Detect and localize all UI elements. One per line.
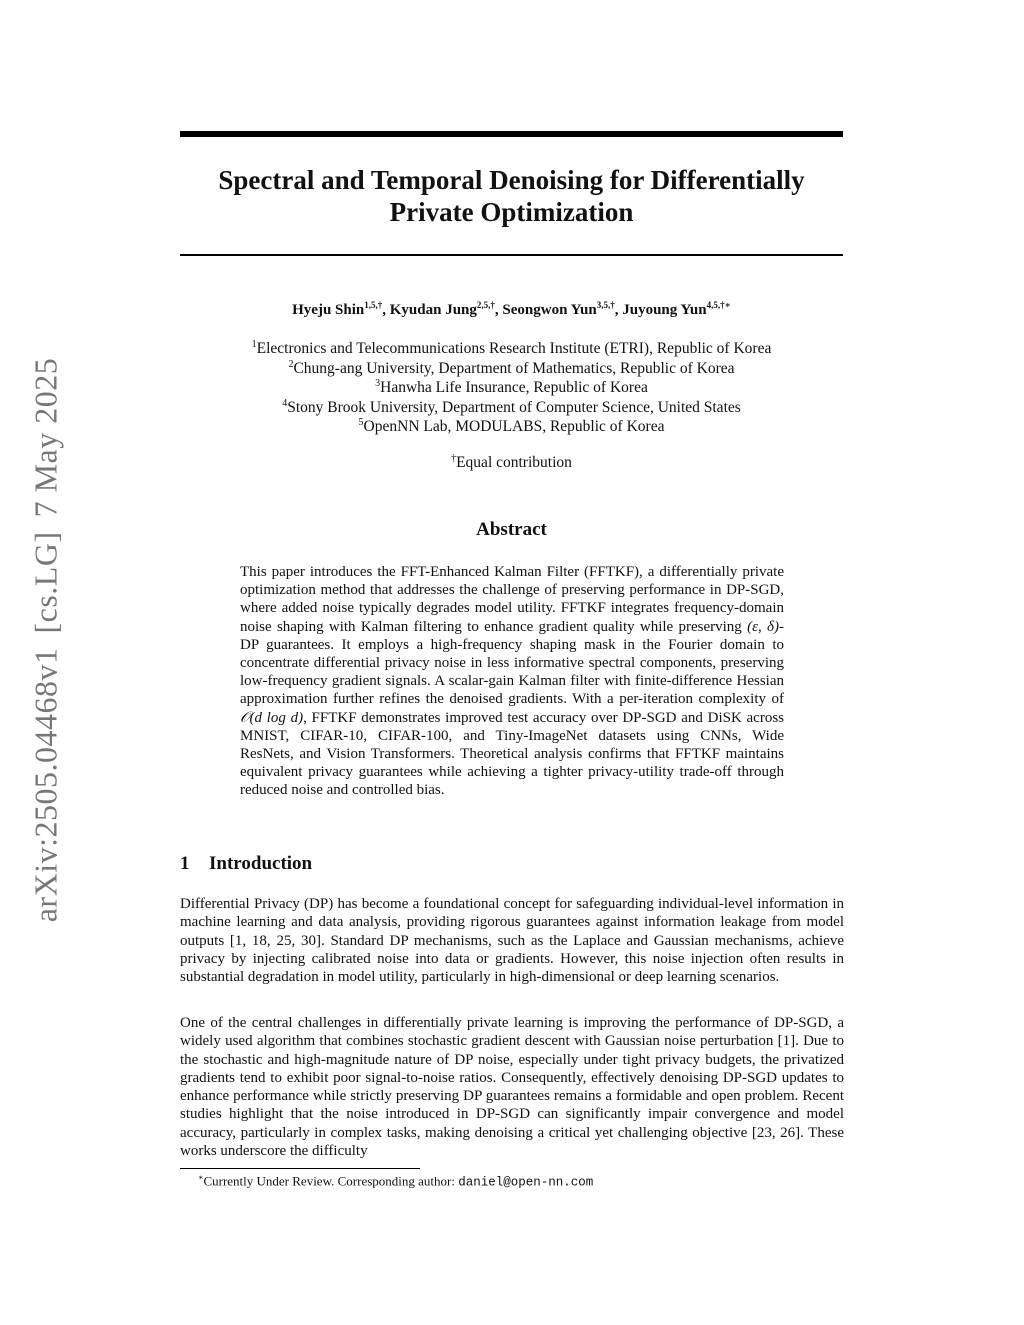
author-affil-sup: 2,5,† [476, 300, 495, 310]
footnote-rule [180, 1168, 420, 1169]
title-top-rule [180, 131, 843, 137]
author-name: Kyudan Jung [389, 302, 477, 318]
intro-paragraph-1: Differential Privacy (DP) has become a foundational concept for safeguarding individual-level information in machine learning and data analysis, providing rigorous guarantees against information leakage from model outputs [1, 18, 25, 30]. Standard DP mechanisms, such as the Laplace and Gaussian mechanisms, achieve privacy by injecting calibrated noise into data or gradients. However, this noise injection often results in substantial degradation in model utility, particularly in high-dimensional or deep learning scenarios. [180, 896, 844, 986]
footnote: ∗Currently Under Review. Corresponding author: daniel@open-nn.com [198, 1173, 594, 1190]
affiliation: $^2$Chung-ang University, Department of Mathematics, Republic of Korea [288, 358, 735, 377]
math-complexity: 𝒪(d log d) [240, 709, 304, 726]
affiliation: $^4$Stony Brook University, Department of Computer Science, United States [282, 397, 741, 416]
section-title: Introduction [209, 853, 313, 874]
author-name: Seongwon Yun [502, 302, 597, 318]
author-list: Hyeju Shin$^{1,5,\dagger}$, Kyudan Jung$^{2,5,\dagger}$, Seongwon Yun$^{3,5,\dagger}$, Juyoung Yun$^{4,5,\dagger∗}$ [292, 300, 731, 318]
author-affil-sup: 1,5,† [364, 300, 383, 310]
section-number: 1 [180, 853, 190, 874]
arxiv-date: 7 May 2025 [27, 357, 64, 518]
affiliation: $^3$Hanwha Life Insurance, Republic of Korea [375, 377, 648, 396]
math-epsilon-delta: (ε, δ) [747, 618, 779, 635]
author-affil-sup: 3,5,† [596, 300, 615, 310]
author-name: Juyoung Yun [622, 302, 707, 318]
intro-paragraph-2: One of the central challenges in differentially private learning is improving the performance of DP-SGD, a widely used algorithm that combines stochastic gradient descent with Gaussian noise perturbation [1]. Due to the stochastic and high-magnitude nature of DP noise, especially under tight privacy budgets, the privatized gradients tend to exhibit poor signal-to-noise ratios. Consequently, effectively denoising DP-SGD updates to enhance performance while strictly preserving DP guarantees remains a formidable and open problem. Recent studies highlight that the noise introduced in DP-SGD can significantly impair convergence and model accuracy, particularly in complex tasks, making denoising a critical yet challenging objective [23, 26]. These works underscore the difficulty [180, 1015, 844, 1160]
affiliation-list [180, 339, 843, 437]
arxiv-side-label [28, 358, 65, 923]
title-line-1: Spectral and Temporal Denoising for Differentially [218, 165, 805, 195]
abstract-heading: Abstract [476, 519, 547, 540]
affiliation: $^1$Electronics and Telecommunications Research Institute (ETRI), Republic of Korea [251, 338, 772, 357]
arxiv-category: [cs.LG] [27, 531, 64, 634]
affiliation: $^5$OpenNN Lab, MODULABS, Republic of Korea [358, 416, 665, 435]
author-affil-sup: 4,5,†∗ [706, 300, 731, 310]
title-line-2: Private Optimization [389, 197, 634, 227]
section-heading-introduction [180, 853, 312, 875]
author-email-link[interactable]: daniel@open-nn.com [458, 1175, 594, 1190]
equal-contribution-note: †Equal contribution [451, 452, 572, 471]
title-bottom-rule [180, 254, 843, 256]
arxiv-id: arXiv:2505.04468v1 [27, 647, 64, 923]
author-name: Hyeju Shin [292, 302, 365, 318]
abstract-text: This paper introduces the FFT-Enhanced Kalman Filter (FFTKF), a differentially private optimization method that addresses the challenge of preserving performance in DP-SGD, where added noise typically degrades model utility. FFTKF integrates frequency-domain noise shaping with Kalman filtering to enhance gradient quality while preserving (ε, δ)-DP guarantees. It employs a high-frequency shaping mask in the Fourier domain to concentrate differential privacy noise in less informative spectral components, preserving low-frequency gradient signals. A scalar-gain Kalman filter with finite-difference Hessian approximation further refines the denoised gradients. With a per-iteration complexity of 𝒪(d log d), FFTKF demonstrates improved test accuracy over DP-SGD and DiSK across MNIST, CIFAR-10, CIFAR-100, and Tiny-ImageNet datasets using CNNs, Wide ResNets, and Vision Transformers. Theoretical analysis confirms that FFTKF maintains equivalent privacy guarantees while achieving a tighter privacy-utility trade-off through reduced noise and controlled bias. [240, 564, 784, 799]
paper-title [180, 164, 843, 228]
